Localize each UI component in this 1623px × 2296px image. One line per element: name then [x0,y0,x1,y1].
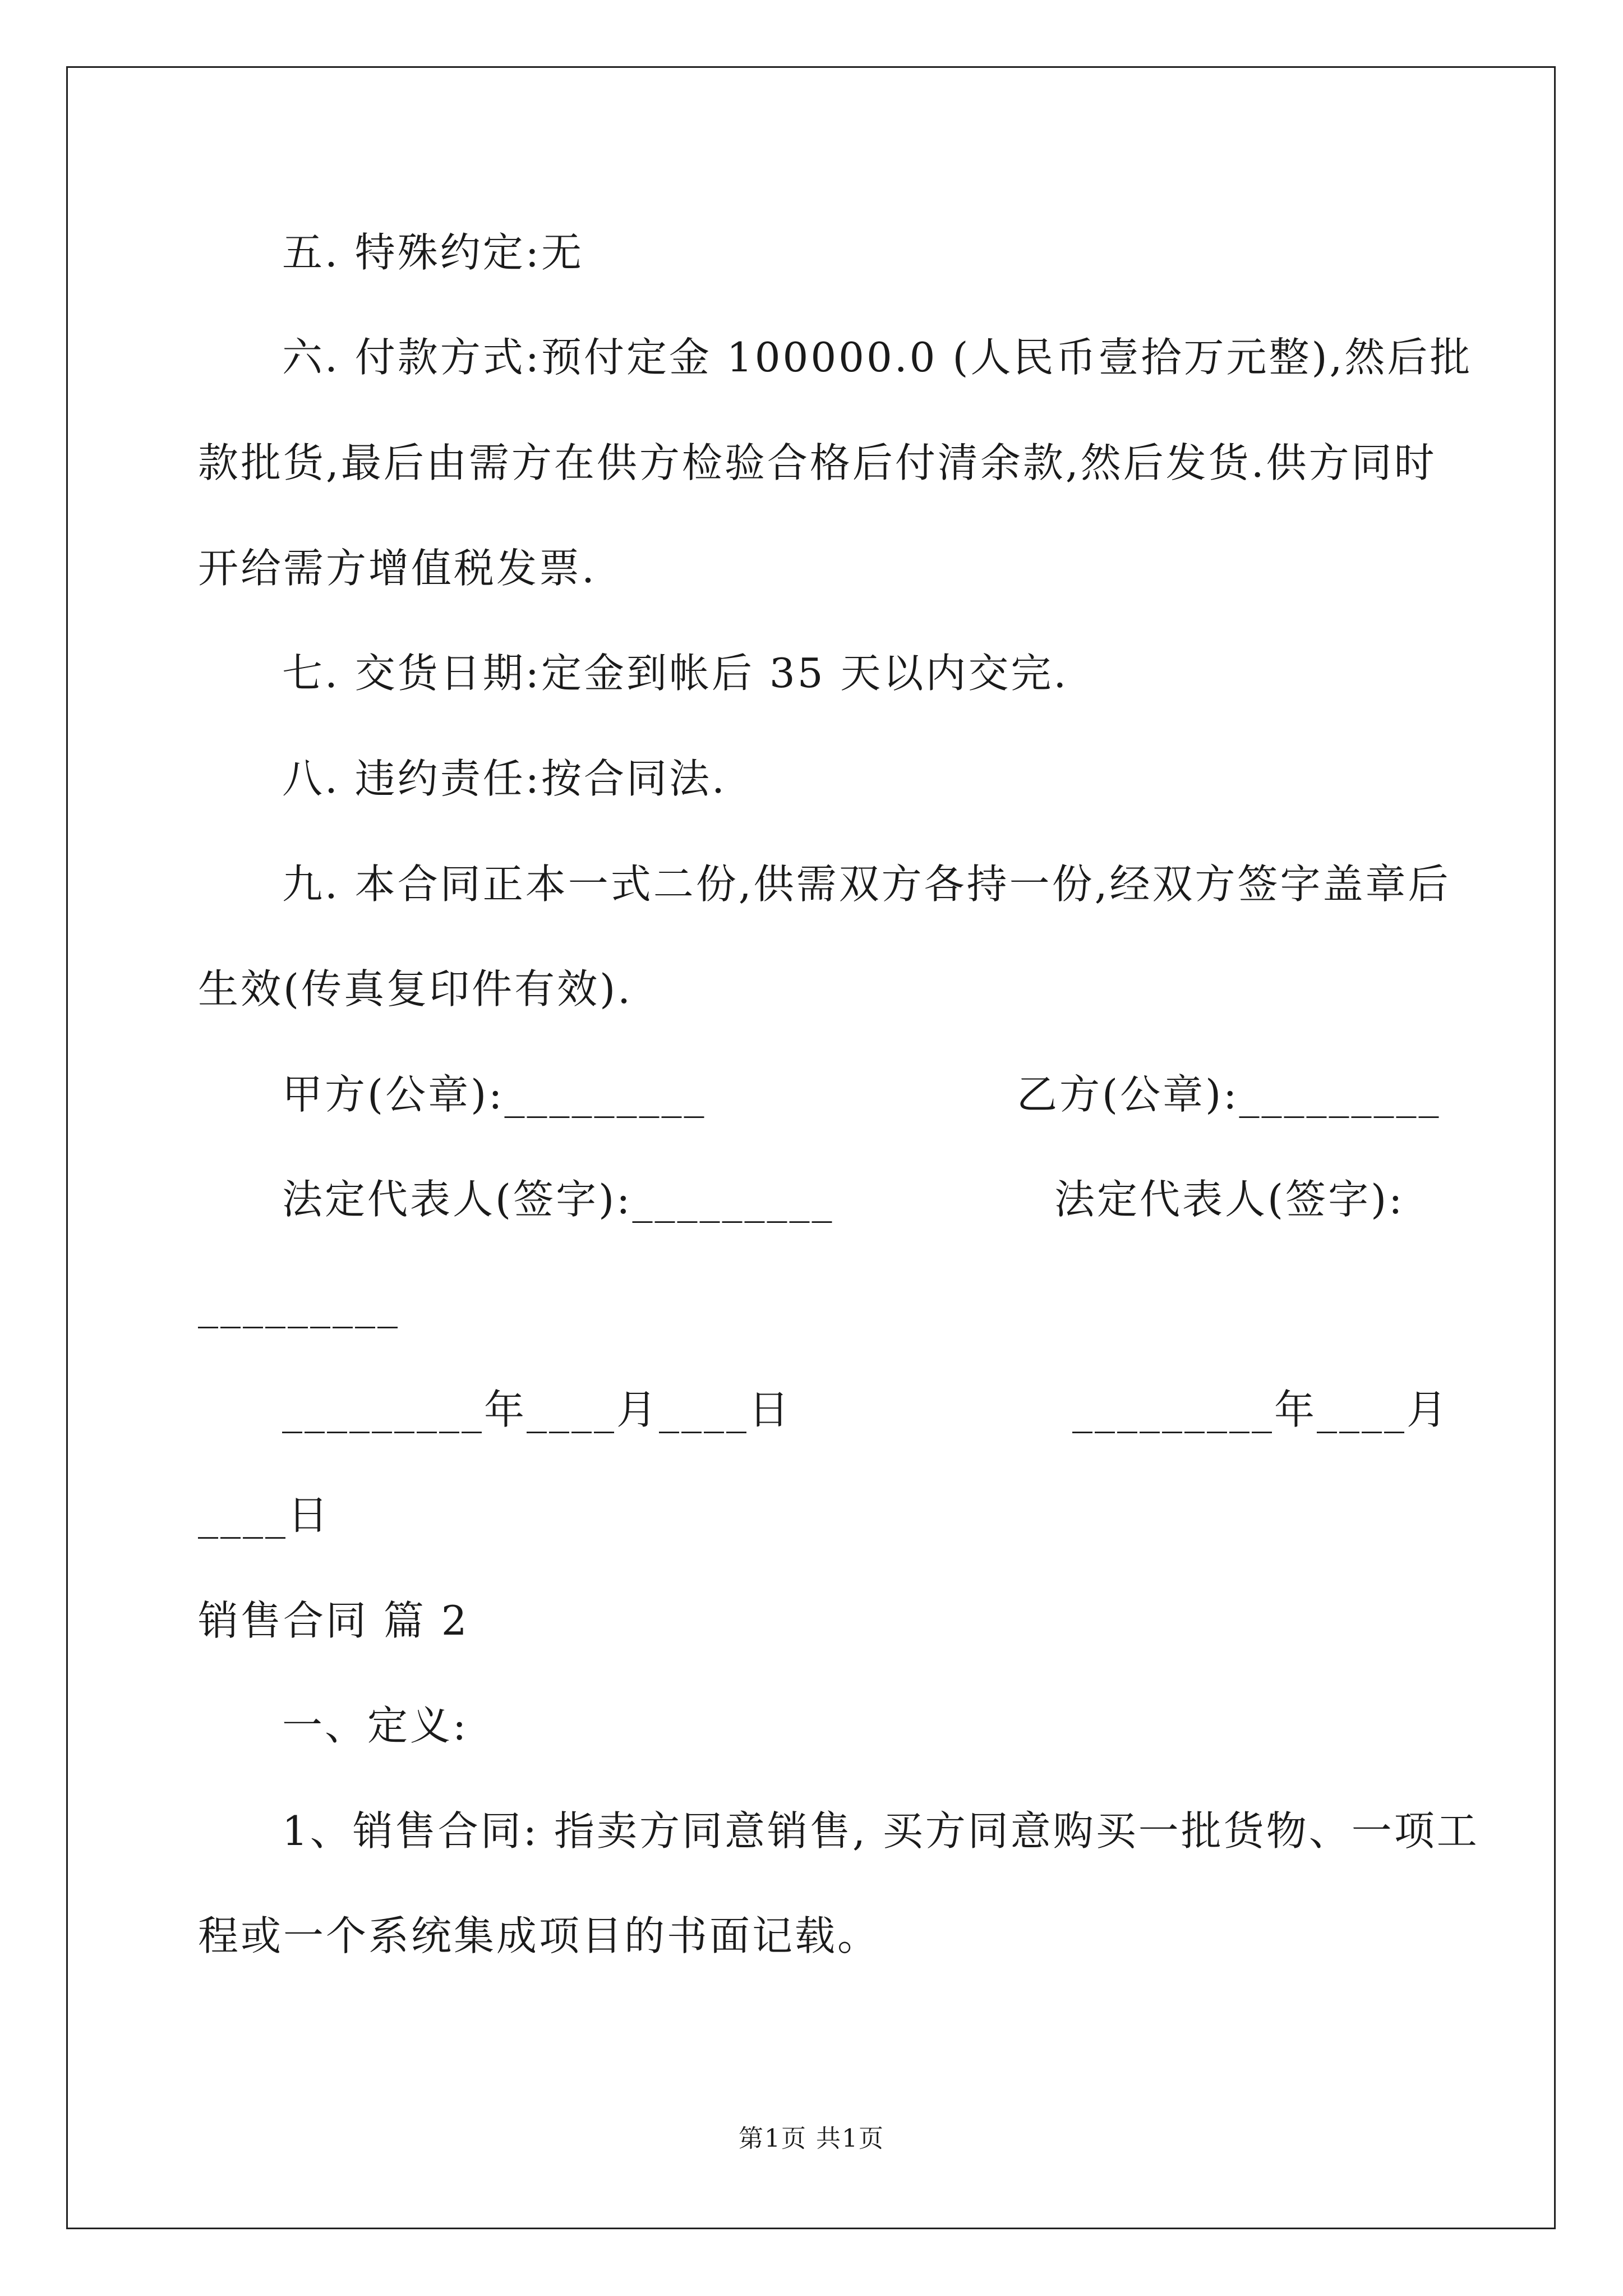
clause-6-line-1: 六. 付款方式:预付定金 100000.0 (人民币壹拾万元整),然后批 [282,334,1473,381]
clause-7: 七. 交货日期:定金到帐后 35 天以内交完. [282,650,1069,697]
definition-1-line-1: 1、销售合同: 指卖方同意销售, 买方同意购买一批货物、一项工 [282,1807,1479,1855]
party-b-date-day: ____日 [198,1492,331,1539]
definition-1-line-2: 程或一个系统集成项目的书面记载。 [198,1912,880,1959]
party-b-representative-blank: _________ [198,1281,400,1328]
definition-heading: 一、定义: [282,1702,469,1749]
page-border [66,66,1556,2229]
party-b-representative: 法定代表人(签字): [1054,1176,1405,1223]
clause-9-line-2: 生效(传真复印件有效). [198,965,633,1013]
party-b-seal: 乙方(公章):_________ [1017,1071,1441,1118]
clause-5: 五. 特殊约定:无 [282,229,584,276]
clause-9-line-1: 九. 本合同正本一式二份,供需双方各持一份,经双方签字盖章后 [282,861,1451,908]
party-a-seal: 甲方(公章):_________ [282,1071,707,1118]
party-b-date: _________年____月 [1072,1386,1449,1433]
party-a-representative: 法定代表人(签字):_________ [282,1176,834,1223]
clause-6-line-3: 开给需方增值税发票. [198,545,597,592]
page-footer: 第1页 共1页 [739,2124,884,2153]
clause-8: 八. 违约责任:按合同法. [282,755,727,802]
party-a-date: _________年____月____日 [282,1386,791,1433]
clause-6-line-2: 款批货,最后由需方在供方检验合格后付清余款,然后发货.供方同时 [198,439,1437,486]
section-title: 销售合同 篇 2 [198,1597,469,1644]
